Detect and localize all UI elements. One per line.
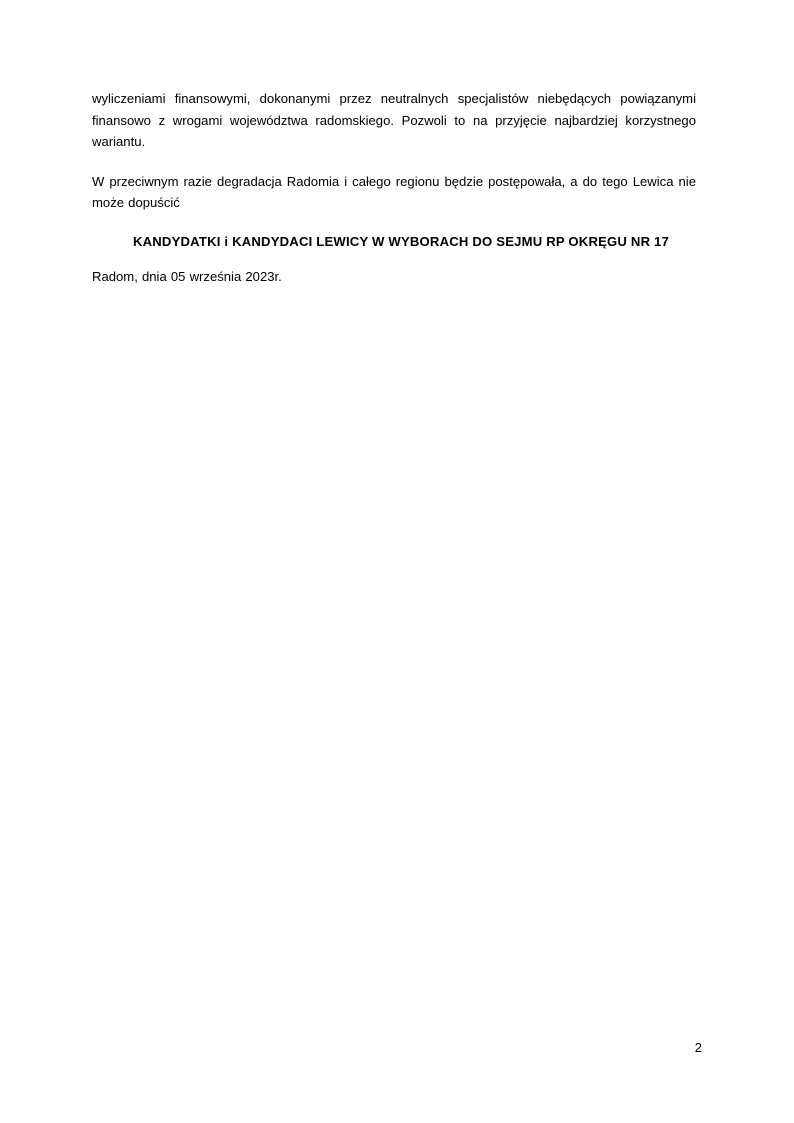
dateline: Radom, dnia 05 września 2023r.: [92, 269, 282, 284]
paragraph-degradation-warning: W przeciwnym razie degradacja Radomia i całego regionu będzie postępowała, a do tego Lewica nie może dopuścić: [92, 173, 696, 210]
document-body: [92, 88, 696, 288]
section-heading-candidates: KANDYDATKI i KANDYDACI LEWICY W WYBORACH DO SEJMU RP OKRĘGU NR 17: [132, 233, 670, 249]
page-number: 2: [694, 1040, 702, 1055]
paragraph-financial-calculations: wyliczeniami finansowymi, dokonanymi przez neutralnych specjalistów niebędących powiązanymi finansowo z wrogami województwa radomskiego. Pozwoli to na przyjęcie najbardziej korzystnego wariantu.: [92, 91, 696, 149]
